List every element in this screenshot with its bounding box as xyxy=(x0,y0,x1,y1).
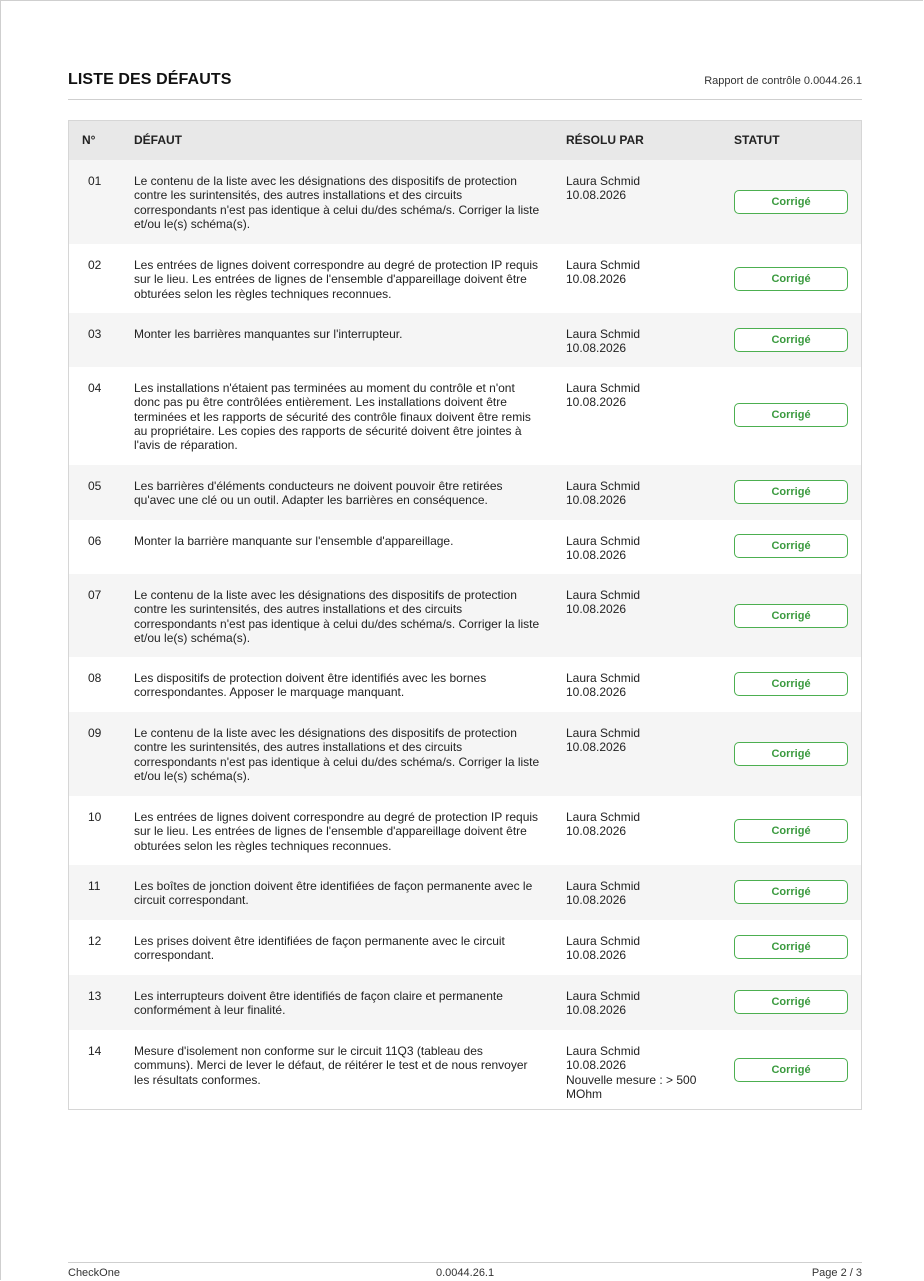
resolved-date: 10.08.2026 xyxy=(566,740,627,755)
resolved-by xyxy=(566,479,716,508)
status-badge: Corrigé xyxy=(734,935,848,959)
defect-description: Les interrupteurs doivent être identifiés de façon claire et permanente conformément à leur finalité. xyxy=(134,989,503,1018)
column-header-num: N° xyxy=(82,133,96,147)
status-badge: Corrigé xyxy=(734,990,848,1014)
resolved-date: 10.08.2026 xyxy=(566,824,627,839)
table-row xyxy=(69,796,861,865)
defect-number: 03 xyxy=(88,327,102,341)
resolver-name: Laura Schmid xyxy=(566,479,641,493)
defect-number: 14 xyxy=(88,1044,102,1058)
resolved-date: 10.08.2026 xyxy=(566,272,627,287)
defect-number: 09 xyxy=(88,726,102,740)
resolved-by xyxy=(566,989,716,1018)
resolved-date: 10.08.2026 xyxy=(566,493,627,508)
resolved-date: 10.08.2026 xyxy=(566,602,627,617)
resolved-date: 10.08.2026 xyxy=(566,188,627,203)
defect-description: Le contenu de la liste avec les désignations des dispositifs de protection contre les surintensités, des autres installations et des circuits correspondants n'est pas identique à celui du/des schéma/s. Corriger la liste et/ou le(s) schéma(s). xyxy=(134,726,540,783)
page-header xyxy=(68,71,862,100)
resolved-date: 10.08.2026 xyxy=(566,341,627,356)
table-row xyxy=(69,1030,861,1109)
defect-number: 07 xyxy=(88,588,102,602)
status-badge: Corrigé xyxy=(734,267,848,291)
table-row xyxy=(69,160,861,244)
table-row xyxy=(69,313,861,367)
resolver-name: Laura Schmid xyxy=(566,258,641,272)
defect-number: 02 xyxy=(88,258,102,272)
status-badge: Corrigé xyxy=(734,403,848,427)
column-header-resolved-by: RÉSOLU PAR xyxy=(566,133,644,147)
status-badge: Corrigé xyxy=(734,190,848,214)
table-row xyxy=(69,975,861,1030)
resolver-name: Laura Schmid xyxy=(566,1044,641,1058)
resolved-by xyxy=(566,726,716,755)
defect-number: 06 xyxy=(88,534,102,548)
defect-description: Les barrières d'éléments conducteurs ne doivent pouvoir être retirées qu'avec une clé ou un outil. Adapter les barrières en conséquence. xyxy=(134,479,503,508)
table-row xyxy=(69,465,861,520)
resolved-by xyxy=(566,934,716,963)
column-header-status: STATUT xyxy=(734,133,780,147)
resolved-by xyxy=(566,381,716,410)
status-badge: Corrigé xyxy=(734,742,848,766)
resolved-date: 10.08.2026 xyxy=(566,1058,627,1073)
status-badge: Corrigé xyxy=(734,534,848,558)
defect-number: 11 xyxy=(88,879,101,893)
resolver-name: Laura Schmid xyxy=(566,174,641,188)
new-measurement: Nouvelle mesure : > 500 MOhm xyxy=(566,1072,697,1101)
resolved-by xyxy=(566,588,716,617)
resolved-by xyxy=(566,174,716,203)
resolved-by xyxy=(566,327,716,356)
defect-description: Les installations n'étaient pas terminées au moment du contrôle et n'ont donc pas pu être contrôlées entièrement. Les installations doivent être terminées et les rapports de sécurité des contrôle finaux doivent être remis au propriétaire. Les copies des rapports de sécurité doivent être jointes à l'avis de réparation. xyxy=(134,381,531,453)
report-reference: Rapport de contrôle 0.0044.26.1 xyxy=(704,75,862,87)
defect-description: Le contenu de la liste avec les désignations des dispositifs de protection contre les surintensités, des autres installations et des circuits correspondants n'est pas identique à celui du/des schéma/s. Corriger la liste et/ou le(s) schéma(s). xyxy=(134,174,540,231)
defect-number: 08 xyxy=(88,671,102,685)
table-row xyxy=(69,657,861,712)
footer-version: 0.0044.26.1 xyxy=(436,1267,495,1279)
resolved-date: 10.08.2026 xyxy=(566,395,627,410)
defect-description: Les entrées de lignes doivent correspondre au degré de protection IP requis sur le lieu. Les entrées de lignes de l'ensemble d'appareillage doivent être obturées selon les règles techniques reconnues. xyxy=(134,810,539,853)
defect-number: 05 xyxy=(88,479,102,493)
resolved-date: 10.08.2026 xyxy=(566,685,627,700)
page-title: LISTE DES DÉFAUTS xyxy=(68,71,232,88)
footer-app-name: CheckOne xyxy=(68,1267,120,1279)
resolver-name: Laura Schmid xyxy=(566,726,641,740)
resolver-name: Laura Schmid xyxy=(566,588,641,602)
defects-table xyxy=(68,120,862,1110)
table-row xyxy=(69,367,861,465)
table-header xyxy=(69,121,861,160)
status-badge: Corrigé xyxy=(734,672,848,696)
defect-description: Le contenu de la liste avec les désignations des dispositifs de protection contre les surintensités, des autres installations et des circuits correspondants n'est pas identique à celui du/des schéma/s. Corriger la liste et/ou le(s) schéma(s). xyxy=(134,588,540,645)
resolver-name: Laura Schmid xyxy=(566,934,641,948)
resolver-name: Laura Schmid xyxy=(566,381,641,395)
resolved-by xyxy=(566,258,716,287)
resolved-date: 10.08.2026 xyxy=(566,948,627,963)
defect-description: Les boîtes de jonction doivent être identifiées de façon permanente avec le circuit correspondant. xyxy=(134,879,533,908)
defect-description: Les entrées de lignes doivent correspondre au degré de protection IP requis sur le lieu. Les entrées de lignes de l'ensemble d'appareillage doivent être obturées selon les règles techniques reconnues. xyxy=(134,258,539,301)
status-badge: Corrigé xyxy=(734,604,848,628)
status-badge: Corrigé xyxy=(734,1058,848,1082)
resolver-name: Laura Schmid xyxy=(566,879,641,893)
resolved-date: 10.08.2026 xyxy=(566,548,627,563)
table-row xyxy=(69,520,861,574)
defect-number: 12 xyxy=(88,934,102,948)
status-badge: Corrigé xyxy=(734,880,848,904)
resolved-by xyxy=(566,671,716,700)
page-footer xyxy=(68,1262,862,1281)
defect-description: Les dispositifs de protection doivent être identifiés avec les bornes correspondantes. Apposer le marquage manquant. xyxy=(134,671,487,700)
resolved-by xyxy=(566,1044,716,1101)
resolved-by xyxy=(566,879,716,908)
table-row xyxy=(69,574,861,657)
defect-description: Les prises doivent être identifiées de façon permanente avec le circuit correspondant. xyxy=(134,934,505,963)
table-row xyxy=(69,244,861,313)
status-badge: Corrigé xyxy=(734,819,848,843)
defect-description: Monter la barrière manquante sur l'ensemble d'appareillage. xyxy=(134,534,454,548)
resolver-name: Laura Schmid xyxy=(566,810,641,824)
defect-number: 04 xyxy=(88,381,102,395)
defect-description: Mesure d'isolement non conforme sur le circuit 11Q3 (tableau des communs). Merci de lever le défaut, de réitérer le test et de nous renvoyer les résultats conformes. xyxy=(134,1044,528,1087)
resolved-date: 10.08.2026 xyxy=(566,1003,627,1018)
status-badge: Corrigé xyxy=(734,480,848,504)
resolver-name: Laura Schmid xyxy=(566,327,641,341)
defect-number: 13 xyxy=(88,989,102,1003)
resolver-name: Laura Schmid xyxy=(566,534,641,548)
table-row xyxy=(69,920,861,975)
status-badge: Corrigé xyxy=(734,328,848,352)
defect-description: Monter les barrières manquantes sur l'interrupteur. xyxy=(134,327,403,341)
resolved-by xyxy=(566,810,716,839)
resolved-date: 10.08.2026 xyxy=(566,893,627,908)
column-header-defect: DÉFAUT xyxy=(134,133,182,147)
resolver-name: Laura Schmid xyxy=(566,671,641,685)
defect-number: 01 xyxy=(88,174,102,188)
table-row xyxy=(69,865,861,920)
resolver-name: Laura Schmid xyxy=(566,989,641,1003)
table-row xyxy=(69,712,861,796)
resolved-by xyxy=(566,534,716,563)
defect-number: 10 xyxy=(88,810,102,824)
footer-page-number: Page 2 / 3 xyxy=(811,1267,862,1279)
